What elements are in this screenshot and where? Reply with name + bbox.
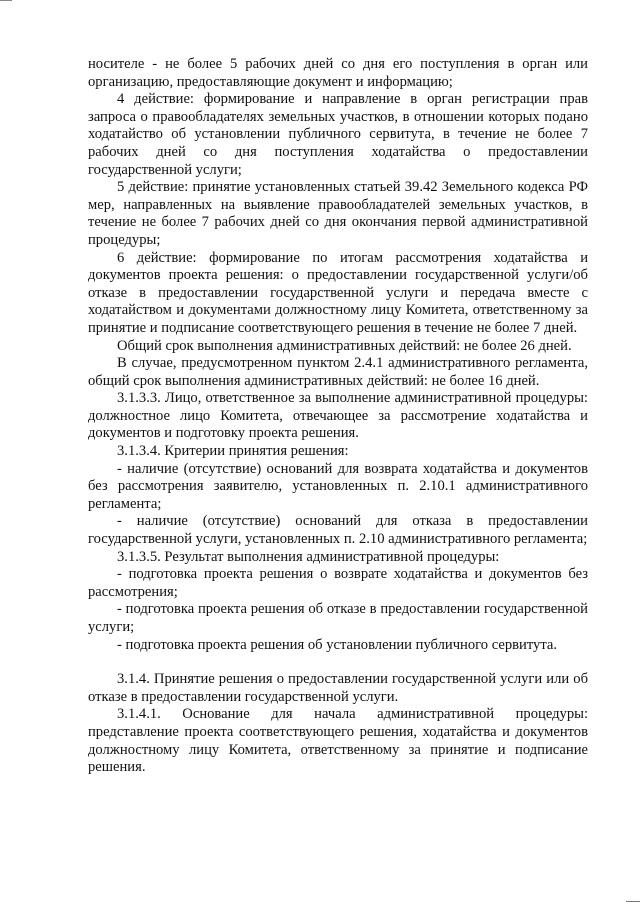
paragraph-8: 3.1.3.4. Критерии принятия решения:	[117, 443, 349, 460]
paragraph-3: 5 действие: принятие установленных статьей 39.42 Земельного кодекса РФ мер, направленных на выявление правообладателей земельных участков, в течение не более 7 рабочих дней со дня окончания первой административной процедуры;	[88, 179, 588, 248]
scan-corner-mark	[0, 0, 12, 3]
paragraph-gap	[88, 654, 588, 671]
paragraph-15: 3.1.4. Принятие решения о предоставлении государственной услуги или об отказе в предоставлении государственной услуги.	[88, 671, 588, 705]
paragraph-2: 4 действие: формирование и направление в орган регистрации прав запроса о правообладателях земельных участков, в отношении которых подано ходатайство об установлении публичного сервитута, в течение не более 7 рабочих дней со дня поступления ходатайства о предоставлении государственной услуги;	[88, 91, 588, 178]
paragraph-6: В случае, предусмотренном пунктом 2.4.1 административного регламента, общий срок выполнения административных действий: не более 16 дней.	[88, 355, 588, 389]
paragraph-10: - наличие (отсутствие) оснований для отказа в предоставлении государственной услуги, установленных п. 2.10 административного регламента;	[88, 513, 588, 548]
paragraph-11: 3.1.3.5. Результат выполнения административной процедуры:	[117, 548, 500, 565]
paragraph-13: - подготовка проекта решения об отказе в предоставлении государственной услуги;	[88, 601, 588, 635]
paragraph-14: - подготовка проекта решения об установлении публичного сервитута.	[117, 636, 558, 653]
paragraph-4: 6 действие: формирование по итогам рассмотрения ходатайства и документов проекта решения: о предоставлении государственной услуги/об отказе в предоставлении государственной услуги и передача вместе с ходатайством и документами должностному лицу Комитета, ответственному за принятие и подписание соответствующего решения в течение не более 7 дней.	[88, 249, 588, 336]
paragraph-9: - наличие (отсутствие) оснований для возврата ходатайства и документов без рассмотрения заявителю, установленных п. 2.10.1 административного регламента;	[88, 460, 588, 512]
document-page	[88, 56, 588, 777]
paragraph-12: - подготовка проекта решения о возврате ходатайства и документов без рассмотрения;	[88, 566, 588, 600]
paragraph-16: 3.1.4.1. Основание для начала административной процедуры: представление проекта соответствующего решения, ходатайства и документов должностному лицу Комитета, ответственному за принятие и подписание решения.	[88, 706, 588, 776]
paragraph-7: 3.1.3.3. Лицо, ответственное за выполнение административной процедуры: должностное лицо Комитета, отвечающее за рассмотрение ходатайства и документов и подготовку проекта решения.	[88, 390, 588, 442]
paragraph-5: Общий срок выполнения административных действий: не более 26 дней.	[117, 337, 572, 354]
paragraph-1: носителе - не более 5 рабочих дней со дня его поступления в орган или организацию, предоставляющие документ и информацию;	[88, 56, 588, 90]
